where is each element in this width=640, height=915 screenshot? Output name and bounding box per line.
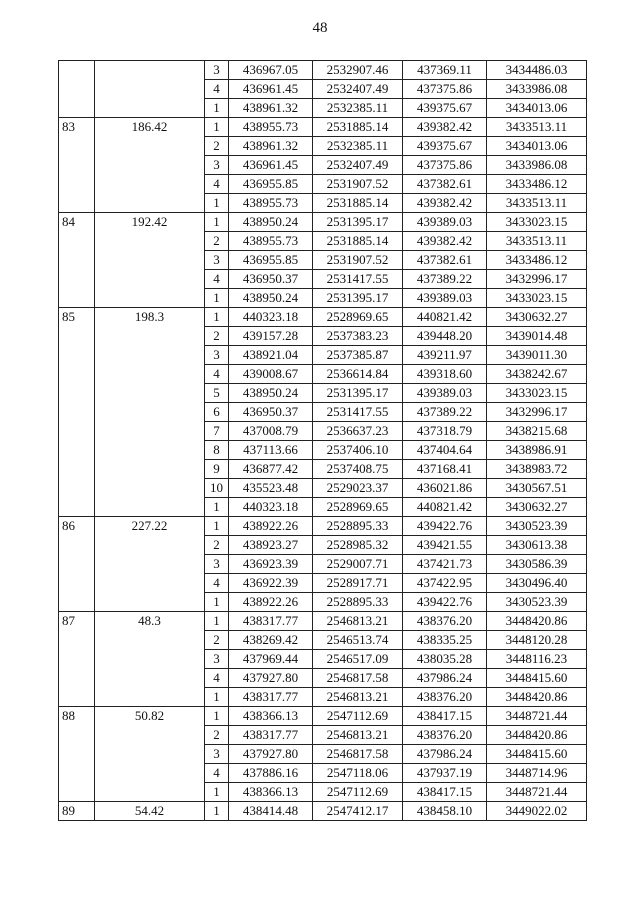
x2-coordinate-cell: 438417.15 bbox=[403, 707, 487, 726]
y2-coordinate-cell: 3432996.17 bbox=[487, 270, 587, 289]
y2-coordinate-cell: 3448116.23 bbox=[487, 650, 587, 669]
x-coordinate-cell: 438923.27 bbox=[229, 536, 313, 555]
y2-coordinate-cell: 3448420.86 bbox=[487, 688, 587, 707]
y2-coordinate-cell: 3448415.60 bbox=[487, 745, 587, 764]
y-coordinate-cell: 2528969.65 bbox=[313, 498, 403, 517]
table-row bbox=[59, 612, 587, 631]
point-number-cell: 1 bbox=[205, 118, 229, 137]
y2-coordinate-cell: 3434013.06 bbox=[487, 137, 587, 156]
x2-coordinate-cell: 437375.86 bbox=[403, 80, 487, 99]
y-coordinate-cell: 2536614.84 bbox=[313, 365, 403, 384]
y-coordinate-cell: 2537406.10 bbox=[313, 441, 403, 460]
x-coordinate-cell: 438955.73 bbox=[229, 194, 313, 213]
parcel-area-cell: 192.42 bbox=[95, 213, 205, 308]
y-coordinate-cell: 2531907.52 bbox=[313, 175, 403, 194]
x-coordinate-cell: 437927.80 bbox=[229, 669, 313, 688]
y-coordinate-cell: 2531417.55 bbox=[313, 270, 403, 289]
parcel-area-cell: 48.3 bbox=[95, 612, 205, 707]
point-number-cell: 1 bbox=[205, 802, 229, 821]
coordinates-table bbox=[58, 60, 587, 821]
y-coordinate-cell: 2529007.71 bbox=[313, 555, 403, 574]
y2-coordinate-cell: 3438215.68 bbox=[487, 422, 587, 441]
point-number-cell: 2 bbox=[205, 726, 229, 745]
x-coordinate-cell: 438922.26 bbox=[229, 517, 313, 536]
point-number-cell: 1 bbox=[205, 517, 229, 536]
y2-coordinate-cell: 3430496.40 bbox=[487, 574, 587, 593]
x2-coordinate-cell: 438376.20 bbox=[403, 688, 487, 707]
parcel-area-cell: 227.22 bbox=[95, 517, 205, 612]
y-coordinate-cell: 2531417.55 bbox=[313, 403, 403, 422]
y2-coordinate-cell: 3433986.08 bbox=[487, 156, 587, 175]
x2-coordinate-cell: 439318.60 bbox=[403, 365, 487, 384]
point-number-cell: 1 bbox=[205, 612, 229, 631]
y-coordinate-cell: 2528917.71 bbox=[313, 574, 403, 593]
parcel-number-cell bbox=[59, 61, 95, 118]
point-number-cell: 4 bbox=[205, 270, 229, 289]
y2-coordinate-cell: 3438983.72 bbox=[487, 460, 587, 479]
y2-coordinate-cell: 3433023.15 bbox=[487, 289, 587, 308]
x-coordinate-cell: 438414.48 bbox=[229, 802, 313, 821]
x-coordinate-cell: 437886.16 bbox=[229, 764, 313, 783]
y-coordinate-cell: 2546817.58 bbox=[313, 669, 403, 688]
point-number-cell: 2 bbox=[205, 232, 229, 251]
point-number-cell: 1 bbox=[205, 593, 229, 612]
x2-coordinate-cell: 437986.24 bbox=[403, 669, 487, 688]
parcel-area-cell: 54.42 bbox=[95, 802, 205, 821]
point-number-cell: 1 bbox=[205, 308, 229, 327]
x-coordinate-cell: 436955.85 bbox=[229, 251, 313, 270]
y-coordinate-cell: 2546817.58 bbox=[313, 745, 403, 764]
y2-coordinate-cell: 3448721.44 bbox=[487, 783, 587, 802]
y2-coordinate-cell: 3433486.12 bbox=[487, 175, 587, 194]
x-coordinate-cell: 440323.18 bbox=[229, 308, 313, 327]
x2-coordinate-cell: 439382.42 bbox=[403, 232, 487, 251]
y-coordinate-cell: 2532385.11 bbox=[313, 99, 403, 118]
x-coordinate-cell: 439008.67 bbox=[229, 365, 313, 384]
x2-coordinate-cell: 439389.03 bbox=[403, 213, 487, 232]
y2-coordinate-cell: 3433023.15 bbox=[487, 213, 587, 232]
parcel-number-cell: 87 bbox=[59, 612, 95, 707]
y-coordinate-cell: 2531885.14 bbox=[313, 232, 403, 251]
y2-coordinate-cell: 3430613.38 bbox=[487, 536, 587, 555]
x2-coordinate-cell: 437375.86 bbox=[403, 156, 487, 175]
x-coordinate-cell: 436877.42 bbox=[229, 460, 313, 479]
x-coordinate-cell: 438961.32 bbox=[229, 99, 313, 118]
x-coordinate-cell: 438366.13 bbox=[229, 783, 313, 802]
point-number-cell: 2 bbox=[205, 536, 229, 555]
y2-coordinate-cell: 3448714.96 bbox=[487, 764, 587, 783]
x-coordinate-cell: 438317.77 bbox=[229, 612, 313, 631]
x-coordinate-cell: 438317.77 bbox=[229, 688, 313, 707]
parcel-number-cell: 83 bbox=[59, 118, 95, 213]
x2-coordinate-cell: 438035.28 bbox=[403, 650, 487, 669]
x-coordinate-cell: 436955.85 bbox=[229, 175, 313, 194]
y2-coordinate-cell: 3448420.86 bbox=[487, 612, 587, 631]
y2-coordinate-cell: 3430632.27 bbox=[487, 498, 587, 517]
table-row bbox=[59, 61, 587, 80]
parcel-number-cell: 84 bbox=[59, 213, 95, 308]
point-number-cell: 2 bbox=[205, 631, 229, 650]
x2-coordinate-cell: 436021.86 bbox=[403, 479, 487, 498]
x2-coordinate-cell: 438376.20 bbox=[403, 726, 487, 745]
y2-coordinate-cell: 3430523.39 bbox=[487, 517, 587, 536]
x2-coordinate-cell: 437389.22 bbox=[403, 270, 487, 289]
point-number-cell: 6 bbox=[205, 403, 229, 422]
x2-coordinate-cell: 437369.11 bbox=[403, 61, 487, 80]
point-number-cell: 4 bbox=[205, 669, 229, 688]
parcel-number-cell: 85 bbox=[59, 308, 95, 517]
y2-coordinate-cell: 3430632.27 bbox=[487, 308, 587, 327]
x2-coordinate-cell: 439375.67 bbox=[403, 137, 487, 156]
y-coordinate-cell: 2528969.65 bbox=[313, 308, 403, 327]
coordinates-table-body bbox=[59, 61, 587, 821]
x-coordinate-cell: 436950.37 bbox=[229, 270, 313, 289]
x-coordinate-cell: 438961.32 bbox=[229, 137, 313, 156]
y2-coordinate-cell: 3448420.86 bbox=[487, 726, 587, 745]
point-number-cell: 3 bbox=[205, 555, 229, 574]
x2-coordinate-cell: 437404.64 bbox=[403, 441, 487, 460]
y2-coordinate-cell: 3432996.17 bbox=[487, 403, 587, 422]
x2-coordinate-cell: 438376.20 bbox=[403, 612, 487, 631]
point-number-cell: 2 bbox=[205, 327, 229, 346]
x2-coordinate-cell: 439448.20 bbox=[403, 327, 487, 346]
y-coordinate-cell: 2531885.14 bbox=[313, 118, 403, 137]
point-number-cell: 4 bbox=[205, 175, 229, 194]
y-coordinate-cell: 2529023.37 bbox=[313, 479, 403, 498]
x-coordinate-cell: 438922.26 bbox=[229, 593, 313, 612]
y-coordinate-cell: 2546513.74 bbox=[313, 631, 403, 650]
y-coordinate-cell: 2547118.06 bbox=[313, 764, 403, 783]
y2-coordinate-cell: 3448415.60 bbox=[487, 669, 587, 688]
y-coordinate-cell: 2546517.09 bbox=[313, 650, 403, 669]
x2-coordinate-cell: 438458.10 bbox=[403, 802, 487, 821]
x-coordinate-cell: 436961.45 bbox=[229, 156, 313, 175]
y-coordinate-cell: 2528985.32 bbox=[313, 536, 403, 555]
y2-coordinate-cell: 3433513.11 bbox=[487, 118, 587, 137]
y2-coordinate-cell: 3430523.39 bbox=[487, 593, 587, 612]
point-number-cell: 1 bbox=[205, 498, 229, 517]
point-number-cell: 1 bbox=[205, 688, 229, 707]
y-coordinate-cell: 2547412.17 bbox=[313, 802, 403, 821]
y2-coordinate-cell: 3433023.15 bbox=[487, 384, 587, 403]
y-coordinate-cell: 2531395.17 bbox=[313, 384, 403, 403]
x2-coordinate-cell: 439422.76 bbox=[403, 517, 487, 536]
x2-coordinate-cell: 437986.24 bbox=[403, 745, 487, 764]
x2-coordinate-cell: 440821.42 bbox=[403, 308, 487, 327]
table-row bbox=[59, 308, 587, 327]
y-coordinate-cell: 2537383.23 bbox=[313, 327, 403, 346]
x2-coordinate-cell: 438335.25 bbox=[403, 631, 487, 650]
y2-coordinate-cell: 3430586.39 bbox=[487, 555, 587, 574]
point-number-cell: 1 bbox=[205, 289, 229, 308]
x2-coordinate-cell: 439375.67 bbox=[403, 99, 487, 118]
parcel-number-cell: 86 bbox=[59, 517, 95, 612]
y2-coordinate-cell: 3439011.30 bbox=[487, 346, 587, 365]
y-coordinate-cell: 2537385.87 bbox=[313, 346, 403, 365]
x-coordinate-cell: 436923.39 bbox=[229, 555, 313, 574]
point-number-cell: 3 bbox=[205, 745, 229, 764]
y-coordinate-cell: 2532407.49 bbox=[313, 80, 403, 99]
x-coordinate-cell: 438317.77 bbox=[229, 726, 313, 745]
table-row bbox=[59, 517, 587, 536]
x2-coordinate-cell: 439422.76 bbox=[403, 593, 487, 612]
y2-coordinate-cell: 3434486.03 bbox=[487, 61, 587, 80]
point-number-cell: 9 bbox=[205, 460, 229, 479]
parcel-area-cell: 186.42 bbox=[95, 118, 205, 213]
x2-coordinate-cell: 440821.42 bbox=[403, 498, 487, 517]
point-number-cell: 1 bbox=[205, 213, 229, 232]
y2-coordinate-cell: 3448120.28 bbox=[487, 631, 587, 650]
x2-coordinate-cell: 437168.41 bbox=[403, 460, 487, 479]
point-number-cell: 7 bbox=[205, 422, 229, 441]
x2-coordinate-cell: 439211.97 bbox=[403, 346, 487, 365]
point-number-cell: 1 bbox=[205, 707, 229, 726]
y-coordinate-cell: 2537408.75 bbox=[313, 460, 403, 479]
x2-coordinate-cell: 438417.15 bbox=[403, 783, 487, 802]
point-number-cell: 4 bbox=[205, 574, 229, 593]
x2-coordinate-cell: 439421.55 bbox=[403, 536, 487, 555]
point-number-cell: 4 bbox=[205, 365, 229, 384]
point-number-cell: 1 bbox=[205, 783, 229, 802]
x-coordinate-cell: 437969.44 bbox=[229, 650, 313, 669]
point-number-cell: 3 bbox=[205, 251, 229, 270]
y2-coordinate-cell: 3433513.11 bbox=[487, 232, 587, 251]
point-number-cell: 2 bbox=[205, 137, 229, 156]
table-row bbox=[59, 707, 587, 726]
point-number-cell: 8 bbox=[205, 441, 229, 460]
x-coordinate-cell: 436950.37 bbox=[229, 403, 313, 422]
parcel-area-cell bbox=[95, 61, 205, 118]
y-coordinate-cell: 2528895.33 bbox=[313, 593, 403, 612]
x2-coordinate-cell: 437318.79 bbox=[403, 422, 487, 441]
y2-coordinate-cell: 3433513.11 bbox=[487, 194, 587, 213]
x-coordinate-cell: 439157.28 bbox=[229, 327, 313, 346]
x-coordinate-cell: 437113.66 bbox=[229, 441, 313, 460]
point-number-cell: 5 bbox=[205, 384, 229, 403]
x-coordinate-cell: 438955.73 bbox=[229, 232, 313, 251]
point-number-cell: 3 bbox=[205, 61, 229, 80]
point-number-cell: 3 bbox=[205, 346, 229, 365]
point-number-cell: 3 bbox=[205, 156, 229, 175]
y-coordinate-cell: 2531395.17 bbox=[313, 213, 403, 232]
y-coordinate-cell: 2547112.69 bbox=[313, 783, 403, 802]
x-coordinate-cell: 438921.04 bbox=[229, 346, 313, 365]
parcel-area-cell: 50.82 bbox=[95, 707, 205, 802]
parcel-number-cell: 89 bbox=[59, 802, 95, 821]
x2-coordinate-cell: 439389.03 bbox=[403, 384, 487, 403]
x-coordinate-cell: 437927.80 bbox=[229, 745, 313, 764]
x2-coordinate-cell: 437382.61 bbox=[403, 251, 487, 270]
y-coordinate-cell: 2532907.46 bbox=[313, 61, 403, 80]
x2-coordinate-cell: 437422.95 bbox=[403, 574, 487, 593]
y-coordinate-cell: 2546813.21 bbox=[313, 688, 403, 707]
point-number-cell: 4 bbox=[205, 80, 229, 99]
page-number: 48 bbox=[312, 20, 328, 36]
table-row bbox=[59, 213, 587, 232]
y-coordinate-cell: 2532385.11 bbox=[313, 137, 403, 156]
y-coordinate-cell: 2547112.69 bbox=[313, 707, 403, 726]
y-coordinate-cell: 2546813.21 bbox=[313, 612, 403, 631]
x-coordinate-cell: 435523.48 bbox=[229, 479, 313, 498]
parcel-area-cell: 198.3 bbox=[95, 308, 205, 517]
x-coordinate-cell: 438269.42 bbox=[229, 631, 313, 650]
x-coordinate-cell: 436961.45 bbox=[229, 80, 313, 99]
y2-coordinate-cell: 3438986.91 bbox=[487, 441, 587, 460]
x-coordinate-cell: 438955.73 bbox=[229, 118, 313, 137]
y2-coordinate-cell: 3430567.51 bbox=[487, 479, 587, 498]
x-coordinate-cell: 436967.05 bbox=[229, 61, 313, 80]
y-coordinate-cell: 2528895.33 bbox=[313, 517, 403, 536]
y2-coordinate-cell: 3433486.12 bbox=[487, 251, 587, 270]
table-row bbox=[59, 118, 587, 137]
x2-coordinate-cell: 439382.42 bbox=[403, 118, 487, 137]
point-number-cell: 1 bbox=[205, 99, 229, 118]
y2-coordinate-cell: 3438242.67 bbox=[487, 365, 587, 384]
y-coordinate-cell: 2536637.23 bbox=[313, 422, 403, 441]
point-number-cell: 10 bbox=[205, 479, 229, 498]
y-coordinate-cell: 2531885.14 bbox=[313, 194, 403, 213]
x2-coordinate-cell: 437421.73 bbox=[403, 555, 487, 574]
x2-coordinate-cell: 437382.61 bbox=[403, 175, 487, 194]
y2-coordinate-cell: 3449022.02 bbox=[487, 802, 587, 821]
x-coordinate-cell: 438950.24 bbox=[229, 289, 313, 308]
y-coordinate-cell: 2546813.21 bbox=[313, 726, 403, 745]
x2-coordinate-cell: 439382.42 bbox=[403, 194, 487, 213]
x-coordinate-cell: 438366.13 bbox=[229, 707, 313, 726]
y-coordinate-cell: 2531907.52 bbox=[313, 251, 403, 270]
point-number-cell: 4 bbox=[205, 764, 229, 783]
x2-coordinate-cell: 439389.03 bbox=[403, 289, 487, 308]
x-coordinate-cell: 437008.79 bbox=[229, 422, 313, 441]
x2-coordinate-cell: 437937.19 bbox=[403, 764, 487, 783]
x2-coordinate-cell: 437389.22 bbox=[403, 403, 487, 422]
x-coordinate-cell: 438950.24 bbox=[229, 384, 313, 403]
x-coordinate-cell: 438950.24 bbox=[229, 213, 313, 232]
y2-coordinate-cell: 3434013.06 bbox=[487, 99, 587, 118]
y-coordinate-cell: 2532407.49 bbox=[313, 156, 403, 175]
point-number-cell: 3 bbox=[205, 650, 229, 669]
y2-coordinate-cell: 3433986.08 bbox=[487, 80, 587, 99]
x-coordinate-cell: 440323.18 bbox=[229, 498, 313, 517]
y2-coordinate-cell: 3448721.44 bbox=[487, 707, 587, 726]
point-number-cell: 1 bbox=[205, 194, 229, 213]
table-row bbox=[59, 802, 587, 821]
parcel-number-cell: 88 bbox=[59, 707, 95, 802]
y-coordinate-cell: 2531395.17 bbox=[313, 289, 403, 308]
y2-coordinate-cell: 3439014.48 bbox=[487, 327, 587, 346]
x-coordinate-cell: 436922.39 bbox=[229, 574, 313, 593]
